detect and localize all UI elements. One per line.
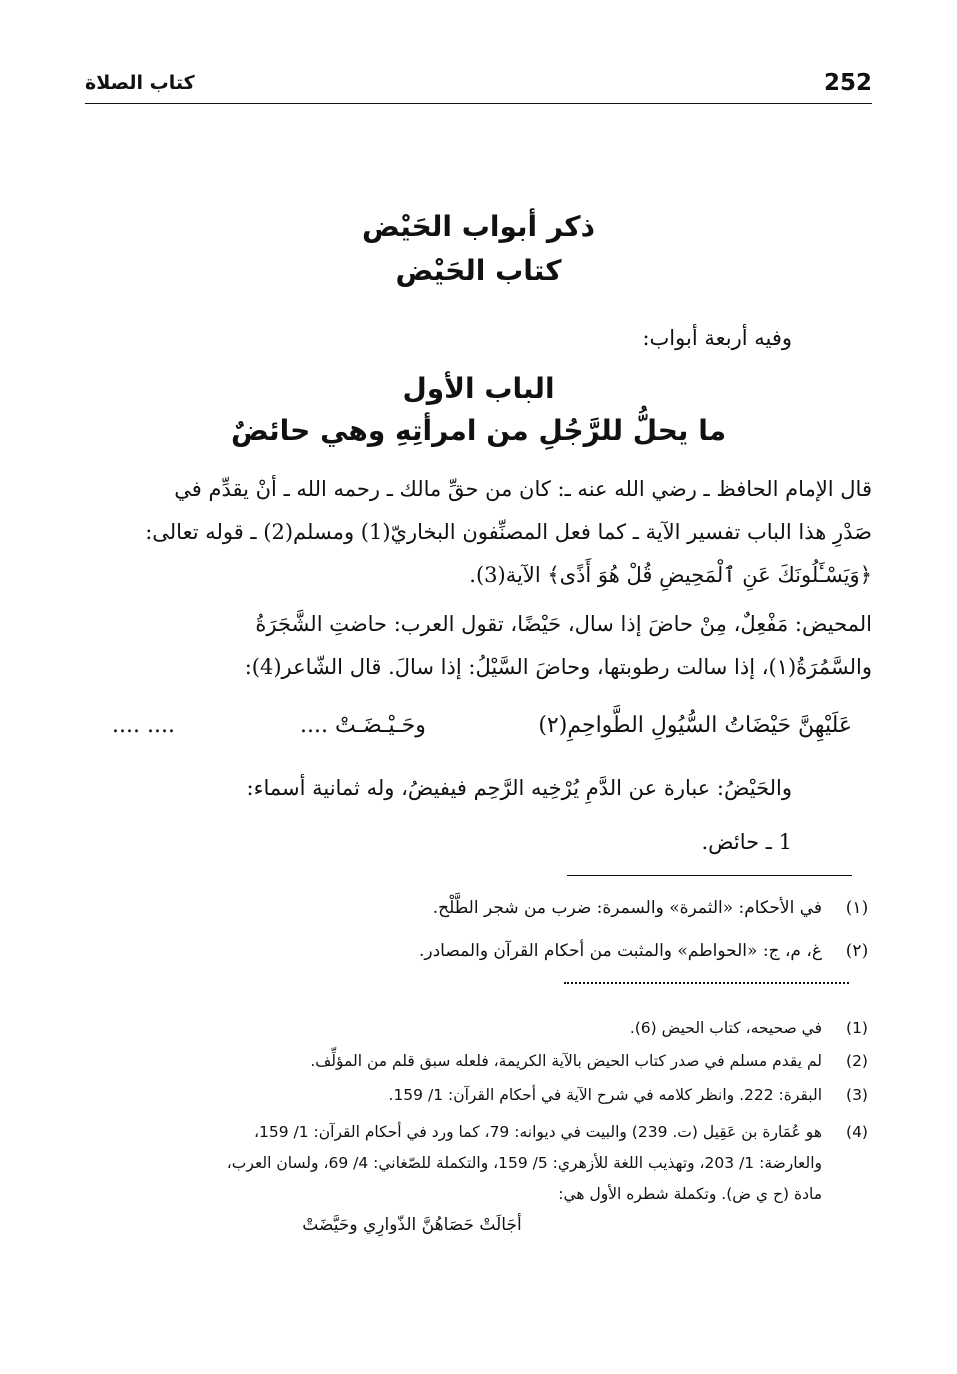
footnote-text <box>82 1117 822 1241</box>
paragraph-2-line-1: المحيض: مَفْعِلٌ، مِنْ حاضَ إذا سال، حَيْضًا، تقول العرب: حاضتِ الشَّجَرَةُ <box>255 612 872 636</box>
verse-ellipsis: .... .... <box>112 713 175 738</box>
footnote-original-2 <box>82 935 872 968</box>
footnote-number: (١) <box>845 898 869 918</box>
footnote-number: (4) <box>846 1123 868 1141</box>
paragraph-3: والحَيْضُ: عبارة عن الدَّمِ يُرْخِيه الرَّحِم فيفيضُ، وله ثمانية أسماء: <box>246 776 792 800</box>
footnote-text: غ، م، ج: «الحواطم» والمثبت من أحكام القرآن والمصادر. <box>418 941 822 961</box>
footnote-number: (3) <box>846 1086 868 1104</box>
paragraph-1 <box>82 468 872 597</box>
page-header <box>85 70 872 100</box>
chapter-number: الباب الأول <box>402 372 555 405</box>
chapter-title: ما يحلُّ للرَّجُلِ من امرأتِهِ وهي حائضٌ <box>230 414 727 447</box>
footnote-number: (٢) <box>845 941 869 961</box>
paragraph-1-line-1: قال الإمام الحافظ ـ رضي الله عنه ـ: كان من حقِّ مالك ـ رحمه الله ـ أنْ يقدِّم في <box>174 477 872 501</box>
page-number: 252 <box>823 70 872 96</box>
footnote-4-verse: أجَالَتْ حَصَاهُنَّ الذّوارِي وحَيَّضَتْ <box>302 1215 522 1235</box>
footnote-text: البقرة: 222. وانظر كلامه في شرح الآية في أحكام القرآن: 1/ 159. <box>388 1086 822 1104</box>
running-title: كتاب الصلاة <box>85 72 195 94</box>
paragraph-2 <box>82 603 872 689</box>
header-rule <box>85 103 872 104</box>
footnote-editor-3 <box>82 1080 872 1111</box>
footnote-4-line-2: والعارضة: 1/ 203، وتهذيب اللغة للأزهري: 5/ 159، والتكملة للصّغاني: 4/ 69، ولسان العرب، <box>226 1154 822 1172</box>
footnote-editor-1 <box>82 1013 872 1044</box>
footnote-original-1 <box>82 892 872 925</box>
list-item-1: 1 ـ حائض. <box>701 830 792 854</box>
footnote-4-line-1: هو عُمَارة بن عَقِيل (ت. 239) والبيت في ديوانه: 79، كما ورد في أحكام القرآن: 1/ 159، <box>253 1123 822 1141</box>
footnote-number: (1) <box>846 1019 868 1037</box>
editor-notes-separator <box>564 982 849 984</box>
book-title: كتاب الحَيْض <box>395 254 562 287</box>
paragraph-2-line-2: والسَّمُرَةُ(١)، إذا سالت رطوبتها، وحاضَ السَّيْلُ: إذا سالَ. قال الشّاعر(4): <box>244 655 872 679</box>
verse-right-hemistich: عَلَيْهِنَّ حَيْضَاتُ السُّيُولِ الطَّواحِمِ(٢) <box>538 713 852 738</box>
footnote-text: في صحيحه، كتاب الحيض (6). <box>629 1019 822 1037</box>
footnote-number: (2) <box>846 1052 868 1070</box>
paragraph-1-line-3: ﴿وَيَسْـَٔلُونَكَ عَنِ ٱلْمَحِيضِ قُلْ هُوَ أَذًى﴾ الآية(3). <box>469 563 872 587</box>
verse-left-hemistich: وحَـيْـضَـتْ .... <box>300 713 426 738</box>
footnote-4-line-3: مادة (ح ي ض). وتكملة شطره الأول هي: <box>558 1185 822 1203</box>
footnote-editor-2 <box>82 1046 872 1077</box>
footnote-text: لم يقدم مسلم في صدر كتاب الحيض بالآية الكريمة، فلعله سبق قلم من المؤلِّف. <box>310 1052 822 1070</box>
paragraph-1-line-2: صَدْرِ هذا الباب تفسير الآية ـ كما فعل المصنِّفون البخاريّ(1) ومسلم(2) ـ قوله تعالى: <box>145 520 872 544</box>
intro-line: وفيه أربعة أبواب: <box>642 326 792 350</box>
section-title: ذكر أبواب الحَيْض <box>362 210 595 243</box>
footnote-text: في الأحكام: «الثمرة» والسمرة: ضرب من شجر الطَّلْح. <box>432 898 822 918</box>
footnote-rule <box>567 875 852 876</box>
footnote-editor-4 <box>82 1117 872 1247</box>
